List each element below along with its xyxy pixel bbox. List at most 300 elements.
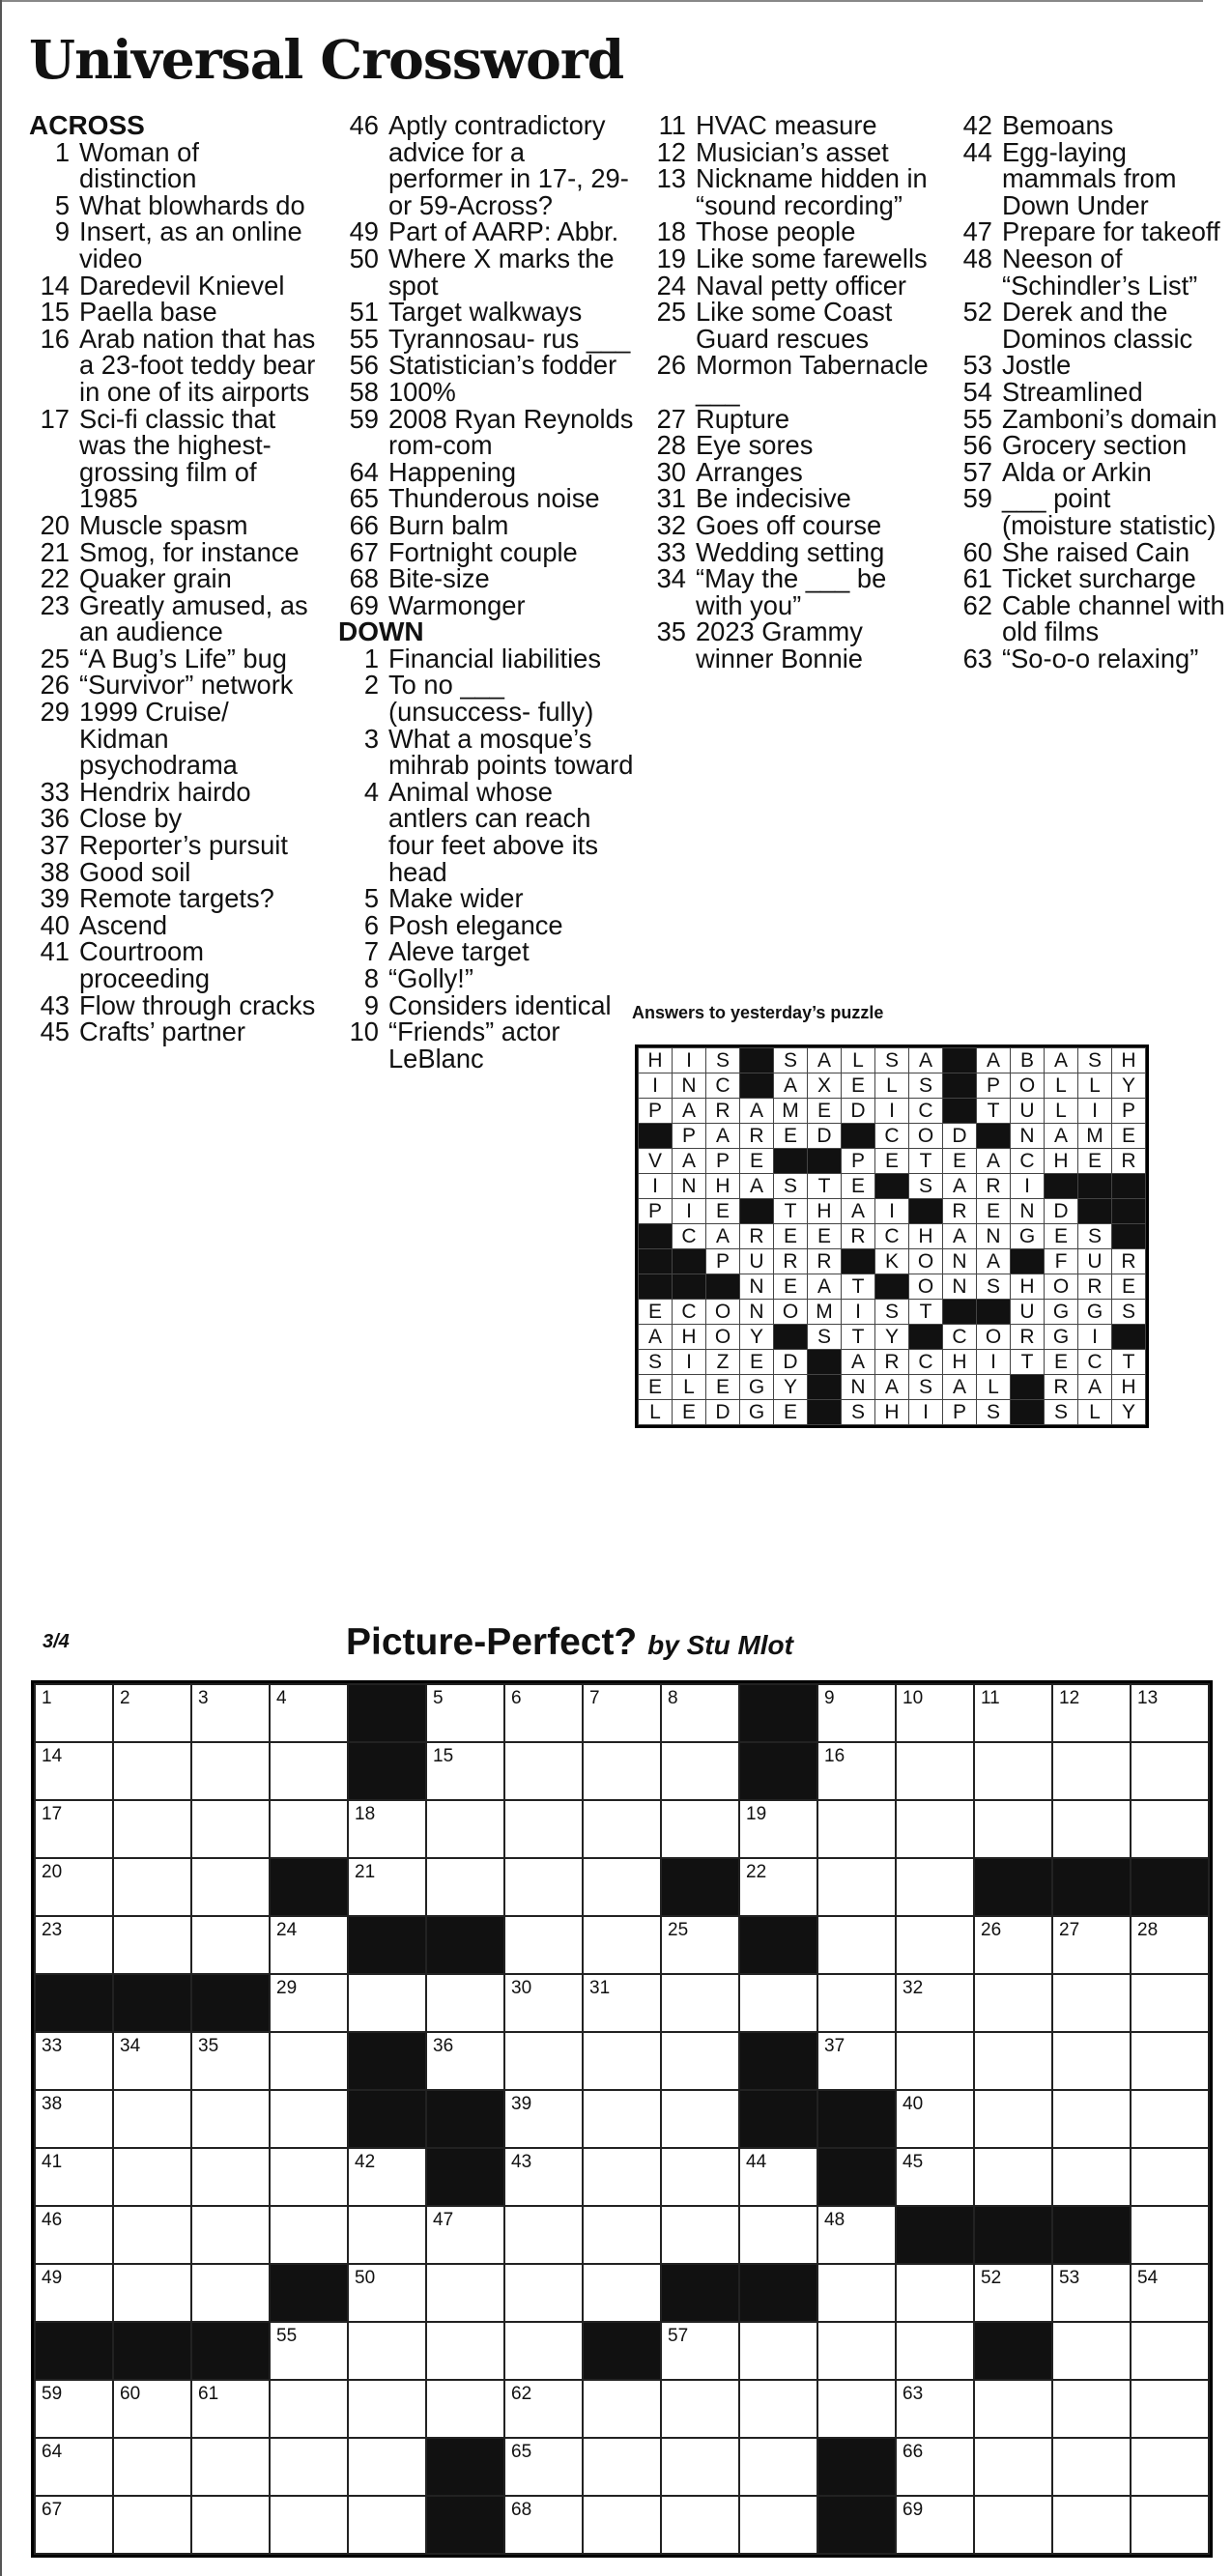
- answer-letter: P: [706, 1149, 740, 1174]
- grid-cell[interactable]: [191, 2090, 270, 2148]
- grid-cell[interactable]: [270, 2148, 348, 2206]
- answer-letter: H: [1011, 1274, 1045, 1300]
- grid-cell[interactable]: [35, 1916, 113, 1974]
- answer-letter: I: [1078, 1099, 1112, 1124]
- grid-cell[interactable]: [1052, 1916, 1131, 1974]
- grid-cell[interactable]: [896, 1742, 974, 1800]
- grid-cell[interactable]: [113, 1858, 191, 1916]
- cell-number: 8: [668, 1688, 678, 1708]
- answer-letter: L: [1045, 1073, 1078, 1099]
- clue-item: [29, 323, 319, 407]
- grid-cell[interactable]: [1131, 2496, 1209, 2554]
- grid-cell[interactable]: [896, 2090, 974, 2148]
- clue-text: Arranges: [696, 456, 803, 487]
- answer-letter: R: [774, 1249, 808, 1274]
- grid-cell[interactable]: [739, 2148, 817, 2206]
- grid-cell[interactable]: [191, 1742, 270, 1800]
- grid-cell[interactable]: [113, 2496, 191, 2554]
- grid-cell[interactable]: [191, 1800, 270, 1858]
- clue-item: [952, 352, 1227, 379]
- grid-cell[interactable]: [583, 2090, 661, 2148]
- grid-cell[interactable]: [35, 2032, 113, 2090]
- cell-number: 31: [589, 1978, 611, 1998]
- grid-cell[interactable]: [974, 2438, 1052, 2496]
- cell-number: 18: [355, 1804, 376, 1824]
- grid-cell[interactable]: [504, 1916, 583, 1974]
- grid-cell[interactable]: [817, 1858, 896, 1916]
- grid-cell[interactable]: [113, 1800, 191, 1858]
- grid-cell[interactable]: [35, 1742, 113, 1800]
- grid-cell[interactable]: [1052, 2496, 1131, 2554]
- grid-cell[interactable]: [504, 2032, 583, 2090]
- grid-cell[interactable]: [426, 1684, 504, 1742]
- grid-cell[interactable]: [896, 2264, 974, 2322]
- clue-text: Derek and the Dominos classic: [1002, 297, 1193, 354]
- grid-cell[interactable]: [583, 2264, 661, 2322]
- grid-cell[interactable]: [974, 2090, 1052, 2148]
- grid-cell[interactable]: [896, 2438, 974, 2496]
- grid-cell[interactable]: [661, 2090, 739, 2148]
- grid-cell[interactable]: [270, 2206, 348, 2264]
- black-square: [739, 2090, 817, 2148]
- grid-cell[interactable]: [583, 2148, 661, 2206]
- answer-black-square: [774, 1325, 808, 1350]
- clue-text: Arab nation that has a 23-foot teddy bear in one of its airports: [79, 323, 316, 407]
- answer-letter: P: [639, 1199, 673, 1224]
- grid-cell[interactable]: [504, 1858, 583, 1916]
- grid-cell[interactable]: [35, 1800, 113, 1858]
- answer-letter: T: [842, 1274, 875, 1300]
- clue-item: [338, 218, 638, 245]
- grid-cell[interactable]: [426, 2032, 504, 2090]
- clue-text: “A Bug’s Life” bug: [79, 643, 287, 673]
- grid-cell[interactable]: [504, 1742, 583, 1800]
- clue-item: [29, 805, 319, 832]
- grid-cell[interactable]: [661, 1684, 739, 1742]
- clue-number: 11: [658, 110, 686, 140]
- grid-cell[interactable]: [974, 2148, 1052, 2206]
- clue-number: 8: [363, 963, 379, 993]
- grid-cell[interactable]: [583, 1684, 661, 1742]
- clue-item: [29, 776, 319, 807]
- grid-cell[interactable]: [270, 2496, 348, 2554]
- grid-cell[interactable]: [426, 2264, 504, 2322]
- answer-black-square: [909, 1325, 943, 1350]
- grid-cell[interactable]: [1052, 1974, 1131, 2032]
- grid-cell[interactable]: [1131, 2148, 1209, 2206]
- clue-item: [952, 485, 1227, 538]
- grid-cell[interactable]: [270, 2090, 348, 2148]
- grid-cell[interactable]: [348, 1858, 426, 1916]
- answer-letter: Y: [1112, 1073, 1146, 1099]
- answer-letter: Y: [1112, 1400, 1146, 1425]
- answer-letter: T: [808, 1174, 842, 1199]
- cell-number: 48: [824, 2210, 845, 2230]
- answer-letter: A: [808, 1048, 842, 1073]
- grid-cell[interactable]: [1052, 2148, 1131, 2206]
- grid-cell[interactable]: [348, 1800, 426, 1858]
- answer-letter: U: [1078, 1249, 1112, 1274]
- grid-cell[interactable]: [1052, 2264, 1131, 2322]
- grid-cell[interactable]: [270, 1684, 348, 1742]
- grid-cell[interactable]: [348, 2148, 426, 2206]
- grid-cell[interactable]: [504, 2438, 583, 2496]
- grid-cell[interactable]: [739, 2438, 817, 2496]
- answer-letter: I: [639, 1174, 673, 1199]
- answer-letter: I: [842, 1300, 875, 1325]
- grid-cell[interactable]: [1131, 2032, 1209, 2090]
- answer-letter: E: [740, 1350, 774, 1375]
- grid-row: [35, 1974, 1209, 2032]
- grid-cell[interactable]: [583, 1858, 661, 1916]
- grid-cell[interactable]: [661, 2322, 739, 2380]
- grid-cell[interactable]: [817, 1916, 896, 1974]
- grid-cell[interactable]: [1131, 2322, 1209, 2380]
- grid-cell[interactable]: [661, 2032, 739, 2090]
- grid-cell[interactable]: [504, 2148, 583, 2206]
- grid-cell[interactable]: [817, 2032, 896, 2090]
- grid-cell[interactable]: [896, 1684, 974, 1742]
- grid-cell[interactable]: [35, 1684, 113, 1742]
- grid-cell[interactable]: [113, 2032, 191, 2090]
- grid-cell[interactable]: [896, 2380, 974, 2438]
- clue-text: HVAC measure: [696, 110, 877, 140]
- grid-cell[interactable]: [348, 2496, 426, 2554]
- grid-cell[interactable]: [426, 2206, 504, 2264]
- cell-number: 26: [981, 1920, 1002, 1940]
- answer-letter: K: [875, 1249, 909, 1274]
- grid-cell[interactable]: [974, 2380, 1052, 2438]
- clue-item: [952, 565, 1227, 592]
- grid-cell[interactable]: [896, 2032, 974, 2090]
- grid-cell[interactable]: [426, 2322, 504, 2380]
- grid-cell[interactable]: [348, 1974, 426, 2032]
- grid-cell[interactable]: [270, 1916, 348, 1974]
- grid-cell[interactable]: [1052, 1684, 1131, 1742]
- grid-cell[interactable]: [191, 2438, 270, 2496]
- grid-cell[interactable]: [1131, 2206, 1209, 2264]
- answer-black-square: [1112, 1325, 1146, 1350]
- grid-cell[interactable]: [504, 2496, 583, 2554]
- clue-item: [952, 536, 1227, 567]
- cell-number: 46: [42, 2210, 63, 2230]
- grid-cell[interactable]: [270, 2438, 348, 2496]
- grid-cell[interactable]: [191, 2032, 270, 2090]
- answer-letter: O: [706, 1325, 740, 1350]
- grid-cell[interactable]: [1052, 1742, 1131, 1800]
- grid-cell[interactable]: [348, 2206, 426, 2264]
- answer-black-square: [740, 1199, 774, 1224]
- answer-black-square: [909, 1199, 943, 1224]
- grid-cell[interactable]: [191, 2206, 270, 2264]
- answer-letter: H: [909, 1224, 943, 1249]
- clue-number: 2: [363, 670, 379, 701]
- grid-cell[interactable]: [504, 2264, 583, 2322]
- answer-letter: E: [1045, 1350, 1078, 1375]
- grid-cell[interactable]: [896, 1974, 974, 2032]
- clue-number: 68: [349, 563, 379, 594]
- grid-cell[interactable]: [661, 2438, 739, 2496]
- cell-number: 6: [511, 1688, 522, 1708]
- black-square: [191, 1974, 270, 2032]
- grid-cell[interactable]: [191, 1916, 270, 1974]
- grid-cell[interactable]: [817, 1800, 896, 1858]
- grid-cell[interactable]: [1131, 1742, 1209, 1800]
- grid-cell[interactable]: [974, 1684, 1052, 1742]
- answer-letter: L: [1078, 1073, 1112, 1099]
- grid-cell[interactable]: [817, 1974, 896, 2032]
- grid-cell[interactable]: [739, 1800, 817, 1858]
- grid-cell[interactable]: [191, 2264, 270, 2322]
- answer-letter: I: [875, 1099, 909, 1124]
- grid-cell[interactable]: [1131, 2438, 1209, 2496]
- answer-letter: S: [808, 1325, 842, 1350]
- answer-row: [639, 1300, 1146, 1325]
- grid-cell[interactable]: [974, 1974, 1052, 2032]
- grid-cell[interactable]: [113, 2380, 191, 2438]
- grid-cell[interactable]: [896, 1916, 974, 1974]
- cell-number: 4: [276, 1688, 287, 1708]
- grid-cell[interactable]: [661, 2148, 739, 2206]
- grid-cell[interactable]: [1131, 1684, 1209, 1742]
- clue-number: 22: [40, 563, 70, 594]
- clue-number: 37: [40, 830, 70, 861]
- grid-cell[interactable]: [113, 2438, 191, 2496]
- grid-cell[interactable]: [504, 2206, 583, 2264]
- grid-cell[interactable]: [1131, 1916, 1209, 1974]
- clue-number: 65: [349, 483, 379, 514]
- puzzle-byline: by Stu Mlot: [647, 1630, 793, 1660]
- answer-letter: D: [842, 1099, 875, 1124]
- grid-cell[interactable]: [348, 2322, 426, 2380]
- cell-number: 35: [198, 2036, 219, 2056]
- grid-cell[interactable]: [661, 2206, 739, 2264]
- grid-cell[interactable]: [739, 2380, 817, 2438]
- clue-text: Remote targets?: [79, 883, 274, 914]
- answer-letter: G: [1078, 1300, 1112, 1325]
- black-square: [348, 2032, 426, 2090]
- clue-column-3: [645, 112, 935, 672]
- grid-cell[interactable]: [426, 1858, 504, 1916]
- clue-item: [645, 432, 935, 459]
- black-square: [348, 2090, 426, 2148]
- grid-cell[interactable]: [191, 1684, 270, 1742]
- grid-cell[interactable]: [113, 1742, 191, 1800]
- clue-text: Ticket surcharge: [1002, 563, 1196, 594]
- grid-cell[interactable]: [35, 2380, 113, 2438]
- answer-letter: I: [639, 1073, 673, 1099]
- grid-cell[interactable]: [739, 2496, 817, 2554]
- cell-number: 42: [355, 2152, 376, 2172]
- grid-cell[interactable]: [583, 1800, 661, 1858]
- grid-cell[interactable]: [1131, 2090, 1209, 2148]
- clue-text: Bite-size: [388, 563, 490, 594]
- answer-black-square: [673, 1274, 706, 1300]
- grid-cell[interactable]: [817, 1742, 896, 1800]
- grid-cell[interactable]: [270, 2032, 348, 2090]
- grid-cell[interactable]: [1131, 1800, 1209, 1858]
- grid-cell[interactable]: [270, 2380, 348, 2438]
- grid-cell[interactable]: [35, 2264, 113, 2322]
- answer-letter: E: [740, 1149, 774, 1174]
- grid-cell[interactable]: [113, 2148, 191, 2206]
- grid-cell[interactable]: [270, 1974, 348, 2032]
- answer-row: [639, 1048, 1146, 1073]
- grid-cell[interactable]: [1131, 1974, 1209, 2032]
- clue-item: [338, 112, 638, 218]
- grid-row: [35, 2206, 1209, 2264]
- grid-cell[interactable]: [426, 1742, 504, 1800]
- answer-letter: G: [1011, 1224, 1045, 1249]
- cell-number: 36: [433, 2036, 454, 2056]
- grid-cell[interactable]: [583, 2438, 661, 2496]
- grid-cell[interactable]: [35, 2206, 113, 2264]
- grid-cell[interactable]: [974, 1800, 1052, 1858]
- grid-cell[interactable]: [35, 2090, 113, 2148]
- top-rule: [0, 0, 1203, 2]
- grid-cell[interactable]: [661, 1800, 739, 1858]
- answer-black-square: [842, 1249, 875, 1274]
- grid-cell[interactable]: [974, 2496, 1052, 2554]
- grid-cell[interactable]: [348, 2264, 426, 2322]
- clue-text: Greatly amused, as an audience: [79, 589, 308, 647]
- grid-cell[interactable]: [817, 1684, 896, 1742]
- clue-text: “May the ___ be with you”: [696, 563, 887, 620]
- clue-text: Alda or Arkin: [1002, 456, 1152, 487]
- grid-cell[interactable]: [661, 1974, 739, 2032]
- answer-black-square: [1011, 1400, 1045, 1425]
- clue-number: 50: [349, 243, 379, 273]
- grid-cell[interactable]: [348, 2380, 426, 2438]
- clue-item: [29, 672, 319, 699]
- grid-cell[interactable]: [661, 2496, 739, 2554]
- grid-cell[interactable]: [974, 1742, 1052, 1800]
- grid-cell[interactable]: [426, 1974, 504, 2032]
- grid-cell[interactable]: [583, 2380, 661, 2438]
- grid-cell[interactable]: [1052, 1800, 1131, 1858]
- grid-cell[interactable]: [113, 1916, 191, 1974]
- clue-number: 64: [349, 456, 379, 487]
- answer-black-square: [977, 1300, 1011, 1325]
- grid-cell[interactable]: [113, 2206, 191, 2264]
- clue-item: [29, 885, 319, 912]
- grid-cell[interactable]: [504, 2322, 583, 2380]
- grid-cell[interactable]: [35, 2496, 113, 2554]
- clue-item: [645, 618, 935, 672]
- grid-cell[interactable]: [35, 2148, 113, 2206]
- grid-cell[interactable]: [661, 2380, 739, 2438]
- answer-row: [639, 1099, 1146, 1124]
- grid-cell[interactable]: [270, 1800, 348, 1858]
- grid-cell[interactable]: [1052, 2438, 1131, 2496]
- grid-cell[interactable]: [348, 2438, 426, 2496]
- grid-cell[interactable]: [113, 2264, 191, 2322]
- clue-number: 32: [656, 509, 686, 540]
- grid-cell[interactable]: [504, 1974, 583, 2032]
- grid-cell[interactable]: [1052, 2090, 1131, 2148]
- grid-cell[interactable]: [504, 1684, 583, 1742]
- grid-cell[interactable]: [583, 2032, 661, 2090]
- grid-cell[interactable]: [739, 2322, 817, 2380]
- grid-cell[interactable]: [817, 2264, 896, 2322]
- grid-cell[interactable]: [896, 2496, 974, 2554]
- clue-item: [952, 432, 1227, 459]
- grid-cell[interactable]: [1052, 2380, 1131, 2438]
- clue-text: Posh elegance: [388, 909, 563, 940]
- answer-letter: O: [706, 1300, 740, 1325]
- grid-cell[interactable]: [974, 2032, 1052, 2090]
- grid-cell[interactable]: [35, 2438, 113, 2496]
- grid-cell[interactable]: [739, 1974, 817, 2032]
- answer-letter: C: [875, 1124, 909, 1149]
- grid-cell[interactable]: [583, 1916, 661, 1974]
- black-square: [113, 1974, 191, 2032]
- clue-text: Musician’s asset: [696, 136, 889, 167]
- grid-cell[interactable]: [974, 2264, 1052, 2322]
- grid-cell[interactable]: [504, 2380, 583, 2438]
- grid-cell[interactable]: [1052, 2032, 1131, 2090]
- grid-cell[interactable]: [817, 2380, 896, 2438]
- grid-cell[interactable]: [583, 2206, 661, 2264]
- grid-cell[interactable]: [504, 2090, 583, 2148]
- cell-number: 3: [198, 1688, 209, 1708]
- grid-cell[interactable]: [896, 1858, 974, 1916]
- grid-cell[interactable]: [113, 1684, 191, 1742]
- grid-cell[interactable]: [1052, 2322, 1131, 2380]
- grid-cell[interactable]: [426, 2380, 504, 2438]
- grid-cell[interactable]: [1131, 2380, 1209, 2438]
- clue-number: 34: [656, 563, 686, 594]
- grid-cell[interactable]: [270, 2322, 348, 2380]
- grid-cell[interactable]: [583, 1742, 661, 1800]
- cell-number: 14: [42, 1746, 63, 1766]
- grid-cell[interactable]: [504, 1800, 583, 1858]
- grid-cell[interactable]: [896, 1800, 974, 1858]
- grid-cell[interactable]: [739, 2206, 817, 2264]
- grid-cell[interactable]: [1131, 2264, 1209, 2322]
- grid-cell[interactable]: [739, 1858, 817, 1916]
- answer-letter: S: [774, 1048, 808, 1073]
- grid-cell[interactable]: [191, 2148, 270, 2206]
- grid-cell[interactable]: [583, 1974, 661, 2032]
- grid-cell[interactable]: [583, 2496, 661, 2554]
- answer-letter: E: [943, 1149, 977, 1174]
- grid-cell[interactable]: [191, 1858, 270, 1916]
- grid-cell[interactable]: [817, 2322, 896, 2380]
- grid-cell[interactable]: [661, 1742, 739, 1800]
- grid-cell[interactable]: [817, 2206, 896, 2264]
- clue-text: Naval petty officer: [696, 270, 906, 301]
- grid-cell[interactable]: [191, 2380, 270, 2438]
- grid-cell[interactable]: [974, 1916, 1052, 1974]
- black-square: [817, 2090, 896, 2148]
- clue-text: Goes off course: [696, 509, 882, 540]
- clue-number: 38: [40, 856, 70, 887]
- cell-number: 66: [903, 2442, 924, 2462]
- grid-cell[interactable]: [896, 2148, 974, 2206]
- answer-letter: A: [740, 1099, 774, 1124]
- grid-cell[interactable]: [113, 2090, 191, 2148]
- grid-cell[interactable]: [35, 1858, 113, 1916]
- grid-cell[interactable]: [426, 1800, 504, 1858]
- grid-cell[interactable]: [661, 1916, 739, 1974]
- grid-cell[interactable]: [191, 2496, 270, 2554]
- clue-number: 63: [962, 643, 992, 673]
- grid-cell[interactable]: [270, 1742, 348, 1800]
- clue-number: 58: [349, 376, 379, 407]
- grid-cell[interactable]: [896, 2322, 974, 2380]
- cell-number: 69: [903, 2500, 924, 2520]
